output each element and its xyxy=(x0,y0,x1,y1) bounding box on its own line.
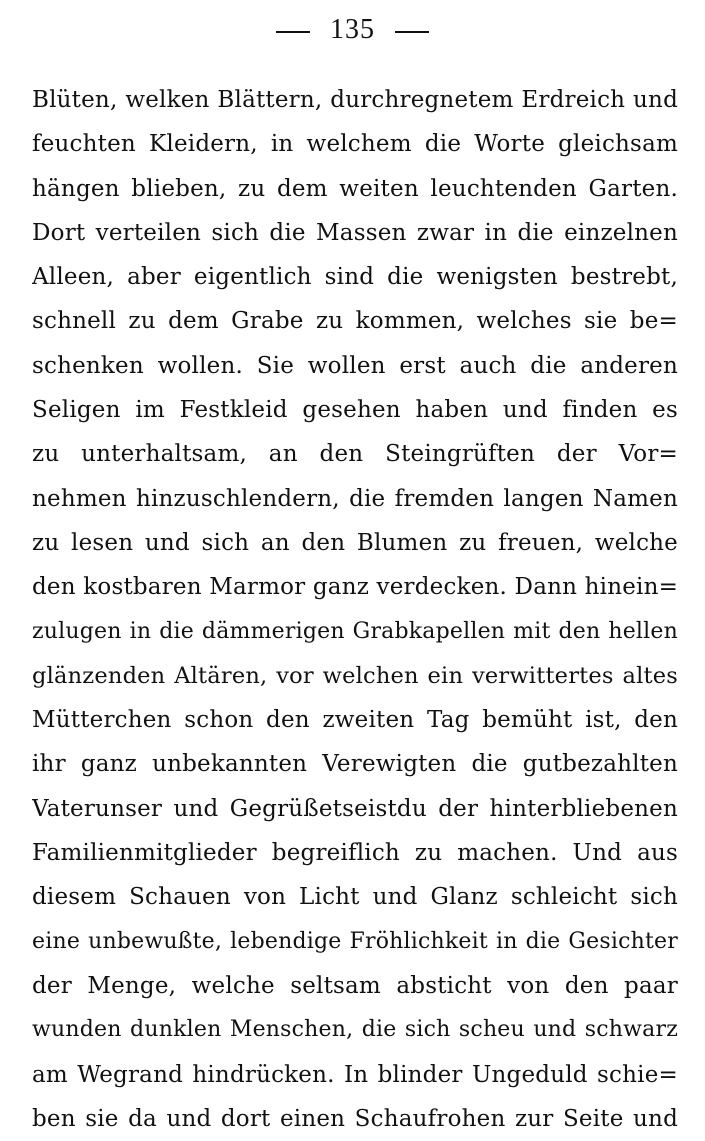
text-line: Vaterunser und Gegrüßetseistdu der hinterbliebenen xyxy=(32,795,678,822)
text-line: Blüten, welken Blättern, durchregnetem Erdreich und xyxy=(32,87,678,113)
text-line: eine unbewußte, lebendige Fröhlichkeit in die Gesichter xyxy=(32,928,678,954)
text-line: Mütterchen schon den zweiten Tag bemüht ist, den xyxy=(32,707,678,734)
text-line: ihr ganz unbekannten Verewigten die gutbezahlten xyxy=(32,751,678,778)
text-line: schenken wollen. Sie wollen erst auch die anderen xyxy=(32,352,678,379)
text-line: den kostbaren Marmor ganz verdecken. Dann hinein= xyxy=(32,574,678,601)
text-line: Familienmitglieder begreiflich zu machen. Und aus xyxy=(32,840,678,867)
text-line: Dort verteilen sich die Massen zwar in die einzelnen xyxy=(32,219,678,246)
text-line: zulugen in die dämmerigen Grabkapellen mit den hellen xyxy=(32,618,678,644)
body-text xyxy=(32,78,678,1141)
header-dash-right xyxy=(395,31,429,33)
text-line: Alleen, aber eigentlich sind die wenigsten bestrebt, xyxy=(32,264,678,291)
text-line: nehmen hinzuschlendern, die fremden langen Namen xyxy=(32,485,678,512)
header-dash-left xyxy=(276,31,310,33)
text-line: schnell zu dem Grabe zu kommen, welches sie be= xyxy=(32,308,678,335)
text-line: glänzenden Altären, vor welchen ein verwittertes altes xyxy=(32,662,678,689)
text-line: Seligen im Festkleid gesehen haben und finden es xyxy=(32,397,678,424)
text-line: feuchten Kleidern, in welchem die Worte gleichsam xyxy=(32,131,678,158)
text-line: wunden dunklen Menschen, die sich scheu und schwarz xyxy=(32,1017,678,1043)
text-line: ben sie da und dort einen Schaufrohen zur Seite und xyxy=(32,1105,678,1132)
page-number: 135 xyxy=(330,14,375,45)
text-line: zu unterhaltsam, an den Steingrüften der Vor= xyxy=(32,441,678,468)
text-line: der Menge, welche seltsam absticht von den paar xyxy=(32,972,678,999)
text-line: zu lesen und sich an den Blumen zu freuen, welche xyxy=(32,529,678,556)
text-line: diesem Schauen von Licht und Glanz schleicht sich xyxy=(32,884,678,911)
page-header xyxy=(0,14,705,46)
text-line: hängen blieben, zu dem weiten leuchtenden Garten. xyxy=(32,175,678,202)
text-line: am Wegrand hindrücken. In blinder Ungeduld schie= xyxy=(32,1061,678,1088)
